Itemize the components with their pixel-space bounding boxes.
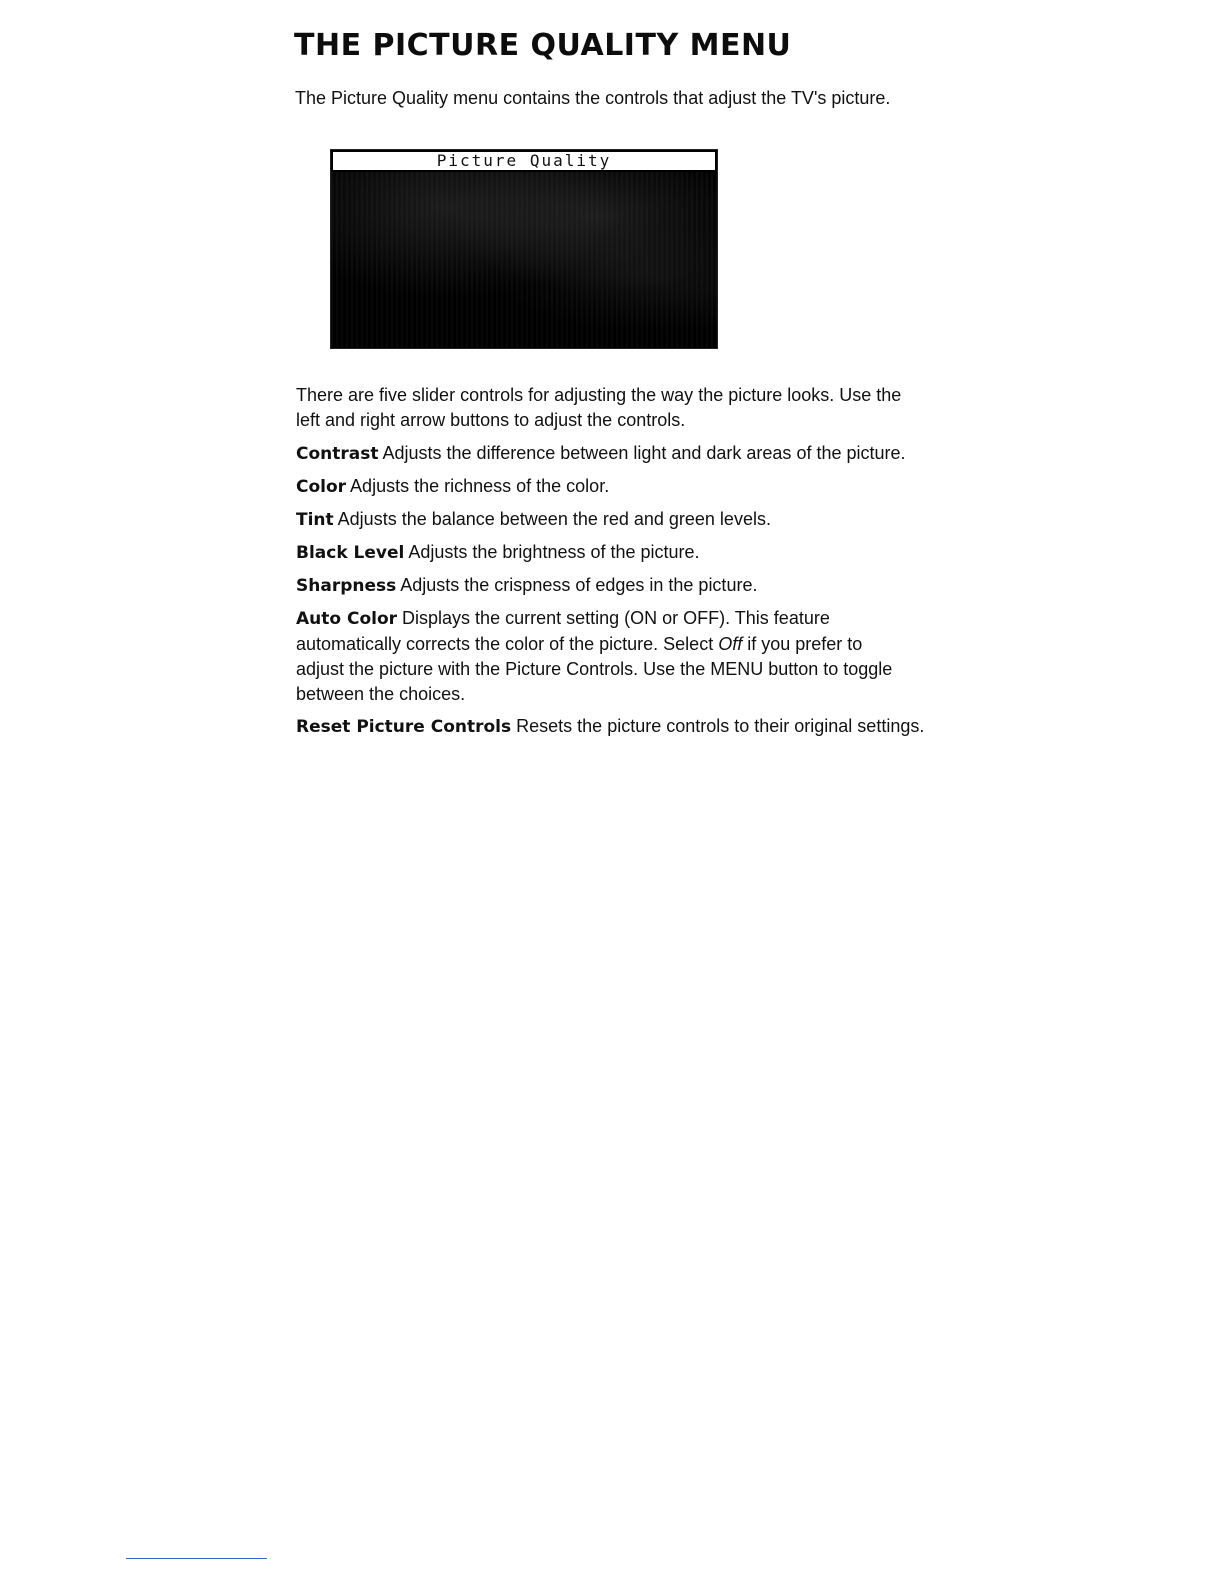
off-word: Off (718, 634, 743, 654)
item-sharpness (296, 573, 1056, 599)
desc-tint: Adjusts the balance between the red and green levels. (333, 509, 771, 529)
page-title: THE PICTURE QUALITY MENU (294, 28, 792, 63)
item-contrast (296, 441, 1056, 467)
item-reset-picture-controls (296, 714, 1056, 740)
term-tint: Tint (296, 510, 334, 530)
menu-screen-body (331, 172, 717, 349)
term-color: Color (296, 477, 347, 497)
desc-contrast: Adjusts the difference between light and dark areas of the picture. (378, 443, 906, 463)
item-auto-color (296, 606, 1056, 707)
item-black-level (296, 540, 1056, 566)
desc-sharpness: Adjusts the crispness of edges in the picture. (396, 575, 758, 595)
desc-auto-color-2a: automatically corrects the color of the picture. Select (296, 634, 719, 654)
picture-quality-menu-screenshot (330, 149, 718, 349)
body-text (296, 383, 1056, 747)
lead-line-2: left and right arrow buttons to adjust the controls. (296, 410, 686, 430)
desc-black-level: Adjusts the brightness of the picture. (404, 542, 700, 562)
lead-paragraph (296, 383, 1056, 433)
footer-rule (126, 1558, 267, 1559)
desc-reset-picture-controls: Resets the picture controls to their original settings. (511, 716, 925, 736)
desc-auto-color-1: Displays the current setting (ON or OFF). This feature (397, 608, 830, 628)
term-auto-color: Auto Color (296, 609, 398, 629)
item-color (296, 474, 1056, 500)
term-black-level: Black Level (296, 543, 405, 563)
desc-auto-color-4: between the choices. (296, 684, 466, 704)
term-contrast: Contrast (296, 444, 379, 464)
desc-color: Adjusts the richness of the color. (346, 476, 610, 496)
lead-line-1: There are five slider controls for adjusting the way the picture looks. Use the (296, 385, 902, 405)
term-sharpness: Sharpness (296, 576, 397, 596)
term-reset-picture-controls: Reset Picture Controls (296, 717, 512, 737)
desc-auto-color-3: adjust the picture with the Picture Controls. Use the MENU button to toggle (296, 659, 893, 679)
menu-screen-title: Picture Quality (331, 150, 717, 172)
intro-paragraph: The Picture Quality menu contains the controls that adjust the TV's picture. (295, 88, 891, 108)
desc-auto-color-2b: if you prefer to (742, 634, 863, 654)
item-tint (296, 507, 1056, 533)
